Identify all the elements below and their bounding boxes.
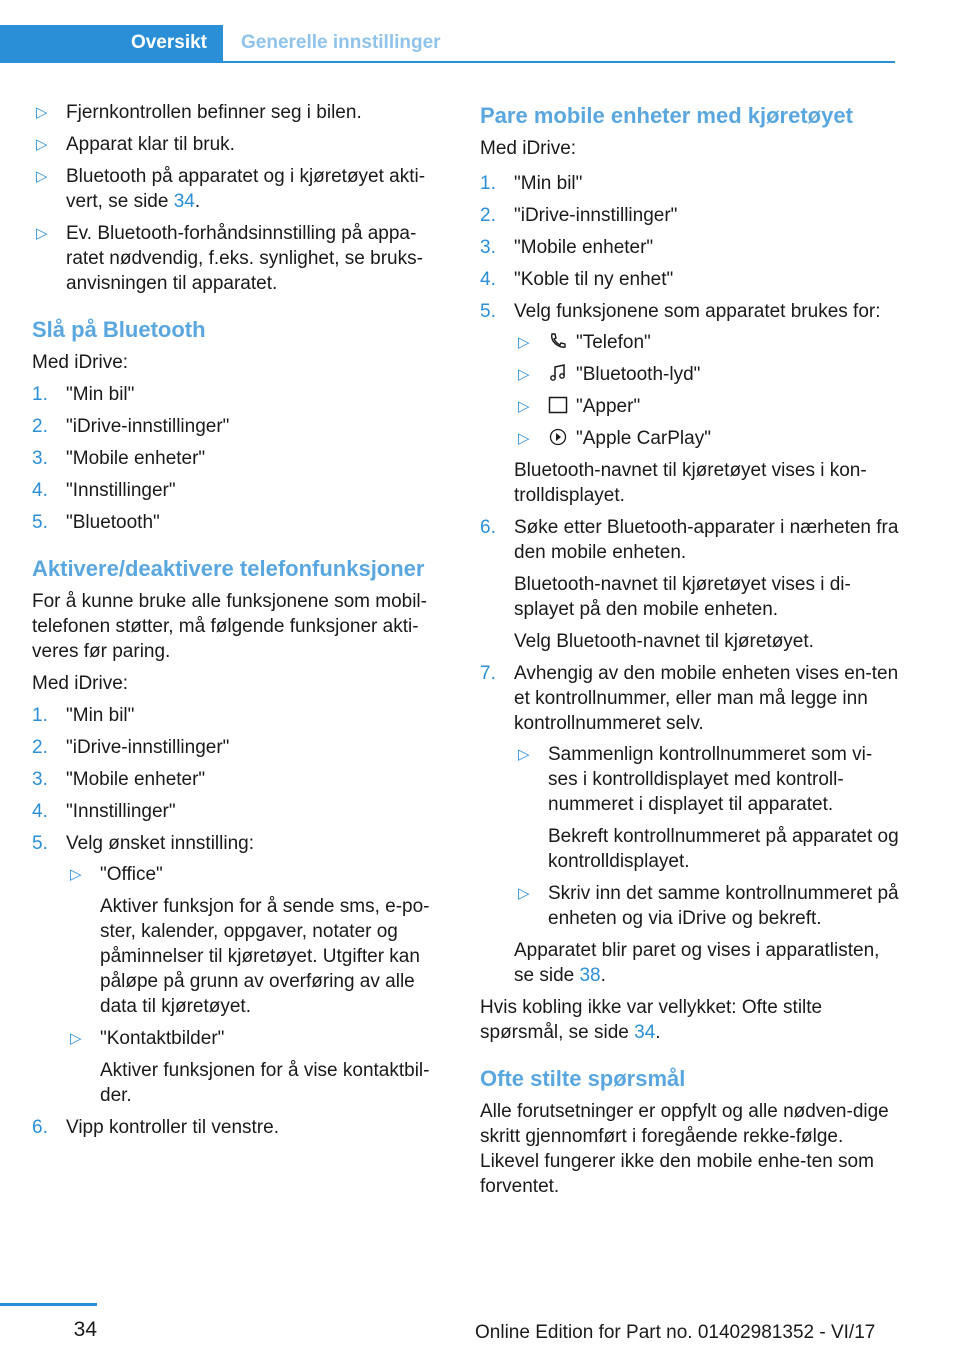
edition-text: Online Edition for Part no. 01402981352 - VI/17: [475, 1322, 876, 1343]
step-item: 1. "Min bil": [480, 173, 583, 194]
page-link[interactable]: 34: [634, 1022, 656, 1043]
step-item: 3. "Mobile enheter": [32, 769, 206, 790]
body-text: Hvis kobling ikke var vellykket: Ofte stilte spørsmål, se side 34.: [480, 997, 823, 1043]
step-item: 5. "Bluetooth": [32, 512, 160, 533]
step-item: 2. "iDrive-innstillinger": [480, 205, 678, 226]
list-item: ▷ Fjernkontrollen befinner seg i bilen.: [36, 102, 362, 123]
music-note-icon: [548, 364, 568, 382]
triangle-bullet-icon: ▷: [36, 225, 48, 242]
left-column: [32, 100, 450, 1147]
triangle-bullet-icon: ▷: [36, 168, 48, 185]
step-item: 4. "Innstillinger": [32, 801, 176, 822]
triangle-bullet-icon: ▷: [70, 866, 82, 883]
function-item: ▷ "Apper": [518, 396, 641, 417]
step-item: 3. "Mobile enheter": [32, 448, 206, 469]
function-item: ▷ "Bluetooth-lyd": [518, 364, 701, 385]
apps-square-icon: [548, 396, 568, 414]
body-text: Bluetooth-navnet til kjøretøyet vises i kon-trolldisplayet.: [514, 460, 867, 506]
list-item: ▷ Ev. Bluetooth-forhåndsinnstilling på appa-ratet nødvendig, f.eks. synlighet, se bruks-anvisningen til apparatet.: [36, 223, 423, 294]
section-title-bluetooth: Slå på Bluetooth: [32, 317, 206, 342]
triangle-bullet-icon: ▷: [518, 398, 530, 415]
step-item: 6. Vipp kontroller til venstre.: [32, 1117, 279, 1138]
step-item: 5. Velg funksjonene som apparatet brukes for: ▷ "Telefon" ▷ "Bluetooth-lyd" ▷ "Apper" ▷ "Apple CarPlay" Bluetooth-navnet til kjøretøyet vises i kon-trolldisplayet.: [480, 299, 900, 508]
tab-oversikt[interactable]: Oversikt: [0, 25, 223, 61]
step-item: 1. "Min bil": [32, 705, 135, 726]
intro-text: Med iDrive:: [32, 352, 129, 373]
intro-text: Med iDrive:: [480, 138, 577, 159]
right-column: [480, 100, 900, 1206]
triangle-bullet-icon: ▷: [518, 366, 530, 383]
section-title-telefonfunksjoner: Aktivere/deaktivere telefonfunksjoner: [32, 556, 425, 581]
step-item: 4. "Innstillinger": [32, 480, 176, 501]
footer-bar: [0, 1303, 97, 1306]
function-item: ▷ "Telefon": [518, 332, 651, 353]
step-item: 7. Avhengig av den mobile enheten vises en-ten et kontrollnummer, eller man må legge inn kontrollnummeret selv. ▷ Sammenlign kontrollnummeret som vi-ses i kontrolldisplayet med kontroll-nummeret i displayet til apparatet. Bekreft kontrollnummeret på apparatet og kontrolldisplayet. ▷ Skriv inn det samme kontrollnummeret på enheten og via iDrive og bekreft. Apparatet blir paret og vises i apparatlisten, se side 38.: [480, 663, 899, 986]
step-item: 4. "Koble til ny enhet": [480, 269, 674, 290]
body-text: For å kunne bruke alle funksjonene som mobil-telefonen støtter, må følgende funksjoner akti-veres før paring.: [32, 591, 427, 662]
triangle-bullet-icon: ▷: [518, 746, 530, 763]
list-item: ▷ Apparat klar til bruk.: [36, 134, 235, 155]
sub-list-item: ▷ Skriv inn det samme kontrollnummeret på enheten og via iDrive og bekreft.: [518, 883, 899, 929]
triangle-bullet-icon: ▷: [36, 136, 48, 153]
step-item: 1. "Min bil": [32, 384, 135, 405]
header-tabs: [0, 25, 895, 63]
function-item: ▷ "Apple CarPlay": [518, 428, 711, 449]
body-text: Apparatet blir paret og vises i apparatlisten, se side 38.: [514, 940, 880, 986]
triangle-bullet-icon: ▷: [518, 885, 530, 902]
intro-text: Med iDrive:: [32, 673, 129, 694]
section-title-faq: Ofte stilte spørsmål: [480, 1066, 686, 1091]
step-item: 5. Velg ønsket innstilling: ▷ "Office" Aktiver funksjon for å sende sms, e-po-ster, kalender, oppgaver, notater og påminnelser til kjøretøyet. Utgifter kan påløpe på grunn av overføring av alle data til kjøretøyet. ▷ "Kontaktbilder" Aktiver funksjonen for å vise kontaktbil-der.: [32, 831, 450, 1108]
sub-list-item: ▷ "Office" Aktiver funksjon for å sende sms, e-po-ster, kalender, oppgaver, notater og påminnelser til kjøretøyet. Utgifter kan påløpe på grunn av overføring av alle data til kjøretøyet.: [70, 864, 430, 1017]
section-title-pare: Pare mobile enheter med kjøretøyet: [480, 103, 853, 128]
page-number: 34: [73, 1318, 97, 1341]
carplay-icon: [548, 428, 568, 446]
triangle-bullet-icon: ▷: [518, 334, 530, 351]
step-item: 6. Søke etter Bluetooth-apparater i nærheten fra den mobile enheten. Bluetooth-navnet til kjøretøyet vises i di-splayet på den mobile enheten. Velg Bluetooth-navnet til kjøretøyet.: [480, 517, 899, 652]
tab-generelle-innstillinger[interactable]: Generelle innstillinger: [241, 32, 441, 53]
sub-list-item: ▷ Sammenlign kontrollnummeret som vi-ses i kontrolldisplayet med kontroll-nummeret i displayet til apparatet. Bekreft kontrollnummeret på apparatet og kontrolldisplayet.: [518, 744, 899, 872]
triangle-bullet-icon: ▷: [36, 104, 48, 121]
body-text: Alle forutsetninger er oppfylt og alle nødven-dige skritt gjennomført i foregående rekke-følge. Likevel fungerer ikke den mobile enhe-ten som forventet.: [480, 1101, 889, 1197]
page-link[interactable]: 34: [173, 191, 195, 212]
page-link[interactable]: 38: [579, 965, 601, 986]
sub-list-item: ▷ "Kontaktbilder" Aktiver funksjonen for å vise kontaktbil-der.: [70, 1028, 430, 1106]
list-item: ▷ Bluetooth på apparatet og i kjøretøyet akti-vert, se side 34.: [36, 166, 426, 212]
triangle-bullet-icon: ▷: [70, 1030, 82, 1047]
step-item: 2. "iDrive-innstillinger": [32, 737, 230, 758]
triangle-bullet-icon: ▷: [518, 430, 530, 447]
step-item: 2. "iDrive-innstillinger": [32, 416, 230, 437]
phone-icon: [548, 332, 568, 350]
step-item: 3. "Mobile enheter": [480, 237, 654, 258]
